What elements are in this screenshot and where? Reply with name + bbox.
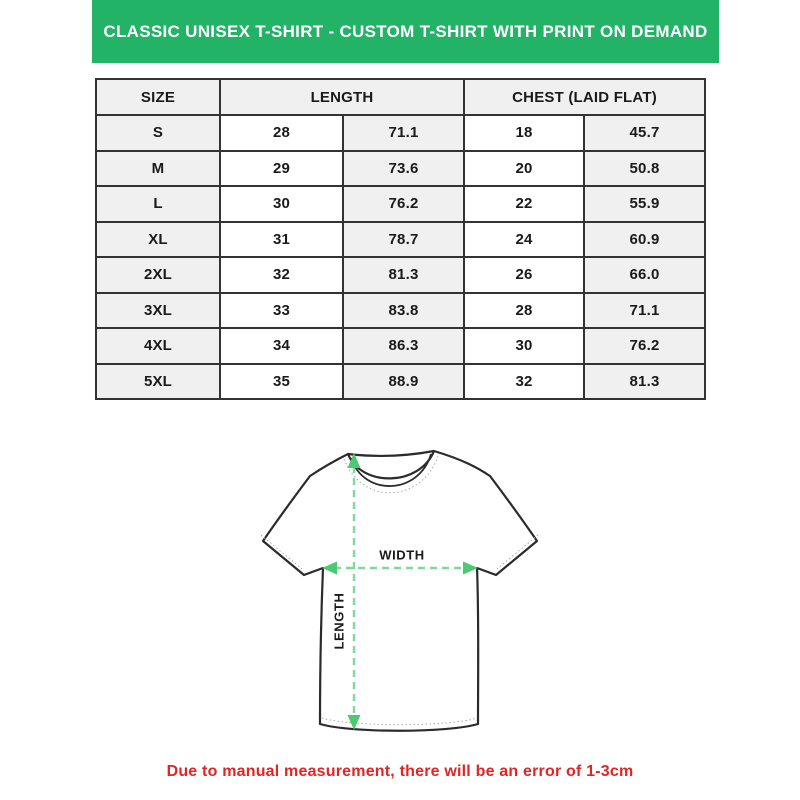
length-cm-cell: 81.3 [343,257,464,293]
table-header-row [96,79,705,115]
header-size: SIZE [96,79,220,115]
chest-in-cell: 22 [464,186,584,222]
length-cm-cell: 78.7 [343,222,464,258]
table-row [96,293,705,329]
table-row [96,257,705,293]
chest-cm-cell: 76.2 [584,328,705,364]
size-cell: 5XL [96,364,220,400]
size-cell: 3XL [96,293,220,329]
length-cm-cell: 88.9 [343,364,464,400]
table-row [96,115,705,151]
length-cm-cell: 86.3 [343,328,464,364]
length-in-cell: 32 [220,257,343,293]
size-cell: 4XL [96,328,220,364]
chest-cm-cell: 60.9 [584,222,705,258]
measurement-error-note: Due to manual measurement, there will be an error of 1-3cm [166,763,634,780]
chest-cm-cell: 45.7 [584,115,705,151]
tshirt-outline [263,451,537,731]
chest-in-cell: 26 [464,257,584,293]
chest-cm-cell: 50.8 [584,151,705,187]
chest-in-cell: 18 [464,115,584,151]
length-in-cell: 33 [220,293,343,329]
chest-cm-cell: 71.1 [584,293,705,329]
length-cm-cell: 71.1 [343,115,464,151]
length-in-cell: 30 [220,186,343,222]
width-label: WIDTH [379,547,425,563]
page-title: CLASSIC UNISEX T-SHIRT - CUSTOM T-SHIRT WITH PRINT ON DEMAND [103,21,708,41]
chest-cm-cell: 55.9 [584,186,705,222]
length-cm-cell: 76.2 [343,186,464,222]
length-in-cell: 34 [220,328,343,364]
chest-in-cell: 32 [464,364,584,400]
table-row [96,364,705,400]
length-in-cell: 29 [220,151,343,187]
length-in-cell: 35 [220,364,343,400]
chest-cm-cell: 66.0 [584,257,705,293]
size-cell: L [96,186,220,222]
chest-in-cell: 20 [464,151,584,187]
chest-in-cell: 24 [464,222,584,258]
size-cell: XL [96,222,220,258]
length-label: LENGTH [331,592,347,650]
size-table [95,78,706,400]
size-cell: 2XL [96,257,220,293]
length-cm-cell: 83.8 [343,293,464,329]
chest-in-cell: 30 [464,328,584,364]
length-in-cell: 28 [220,115,343,151]
header-chest: CHEST (LAID FLAT) [464,79,705,115]
length-in-cell: 31 [220,222,343,258]
header-length: LENGTH [220,79,464,115]
size-cell: M [96,151,220,187]
chest-in-cell: 28 [464,293,584,329]
tshirt-diagram [240,428,560,748]
tshirt-illustration [240,428,560,748]
length-cm-cell: 73.6 [343,151,464,187]
table-row [96,222,705,258]
chest-cm-cell: 81.3 [584,364,705,400]
table-row [96,151,705,187]
size-cell: S [96,115,220,151]
title-banner [92,0,719,63]
table-row [96,186,705,222]
table-row [96,328,705,364]
